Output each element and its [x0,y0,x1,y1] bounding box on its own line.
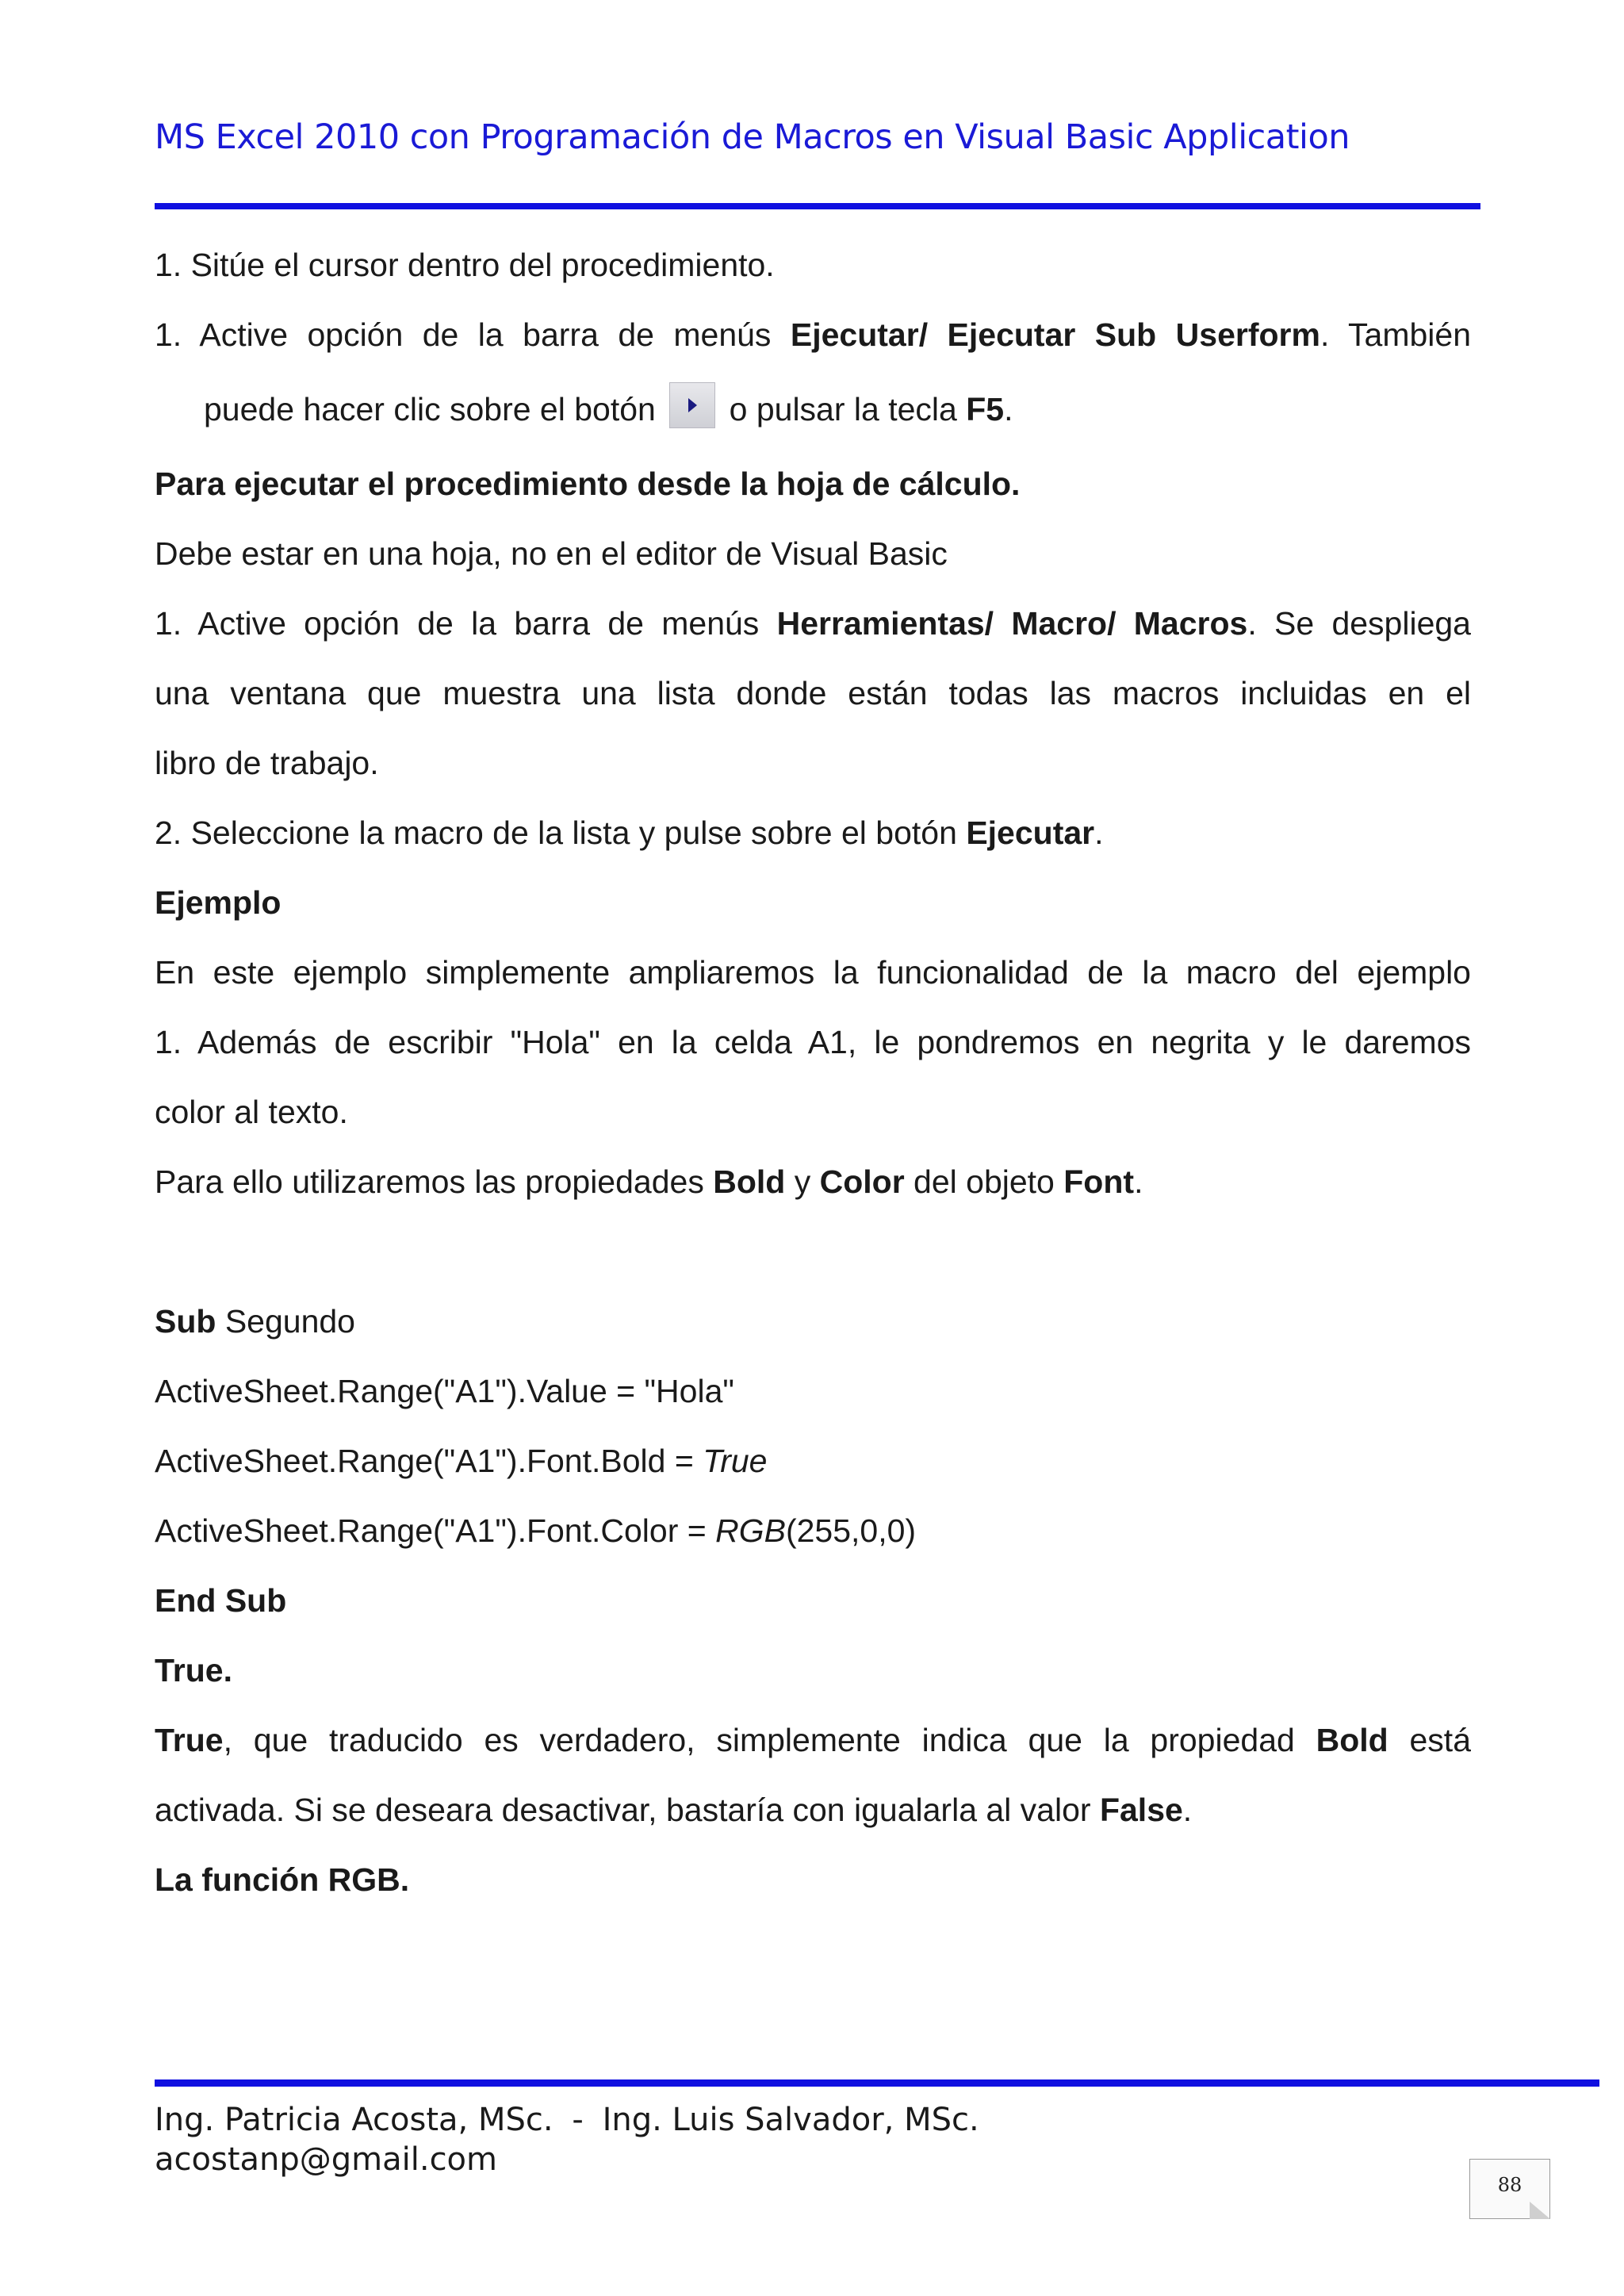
footer-separator: - [572,2102,584,2138]
paragraph-example-3: color al texto. [155,1094,348,1130]
section-heading-true: True. [155,1652,232,1688]
step-place-cursor: 1. Sitúe el cursor dentro del procedimiento. [155,247,775,283]
footer-email: acostanp@gmail.com [155,2141,497,2178]
paragraph-properties: Para ello utilizaremos las propiedades Bold y Color del objeto Font. [155,1163,1143,1200]
paragraph-example-1: En este ejemplo simplemente ampliaremos la funcionalidad de la macro del ejemplo [155,954,1471,991]
step-tools-macros: 1. Active opción de la barra de menús Herramientas/ Macro/ Macros. Se despliega [155,605,1471,642]
footer-authors [155,2100,979,2179]
page-number: 88 [1469,2159,1550,2219]
paragraph-sheet-note: Debe estar en una hoja, no en el editor de Visual Basic [155,535,948,572]
spacer [155,1217,1471,1286]
section-heading-example: Ejemplo [155,884,282,921]
code-line-bold: ActiveSheet.Range("A1").Font.Bold = True [155,1443,768,1479]
code-line-color: ActiveSheet.Range("A1").Font.Color = RGB(255,0,0) [155,1512,917,1549]
code-line-sub: Sub Segundo [155,1303,355,1340]
code-line-end-sub: End Sub [155,1582,287,1619]
play-triangle-icon [669,382,715,428]
header-rule [155,203,1480,209]
document-body [155,230,1471,1915]
footer-author-2: Ing. Luis Salvador, MSc. [602,2102,979,2138]
footer-author-1: Ing. Patricia Acosta, MSc. [155,2102,553,2138]
section-heading-run-from-sheet: Para ejecutar el procedimiento desde la hoja de cálculo. [155,466,1021,502]
paragraph-true-1: True, que traducido es verdadero, simplemente indica que la propiedad Bold está [155,1722,1471,1758]
paragraph-window-list: una ventana que muestra una lista donde están todas las macros incluidas en el [155,675,1471,711]
code-line-value: ActiveSheet.Range("A1").Value = "Hola" [155,1373,734,1409]
section-heading-rgb: La función RGB. [155,1861,410,1898]
paragraph-example-2: 1. Además de escribir "Hola" en la celda A1, le pondremos en negrita y le daremos [155,1024,1471,1060]
paragraph-true-2: activada. Si se deseara desactivar, bastaría con igualarla al valor False. [155,1792,1193,1828]
step-select-macro: 2. Seleccione la macro de la lista y pulse sobre el botón Ejecutar. [155,815,1104,851]
step-run-menu: 1. Active opción de la barra de menús Ejecutar/ Ejecutar Sub Userform. También [155,316,1471,353]
footer-rule [155,2079,1599,2087]
paragraph-workbook: libro de trabajo. [155,745,379,781]
step-run-button-line: puede hacer clic sobre el botón o pulsar la tecla F5. [155,370,1471,449]
page-header-title: MS Excel 2010 con Programación de Macros en Visual Basic Application [155,117,1350,157]
